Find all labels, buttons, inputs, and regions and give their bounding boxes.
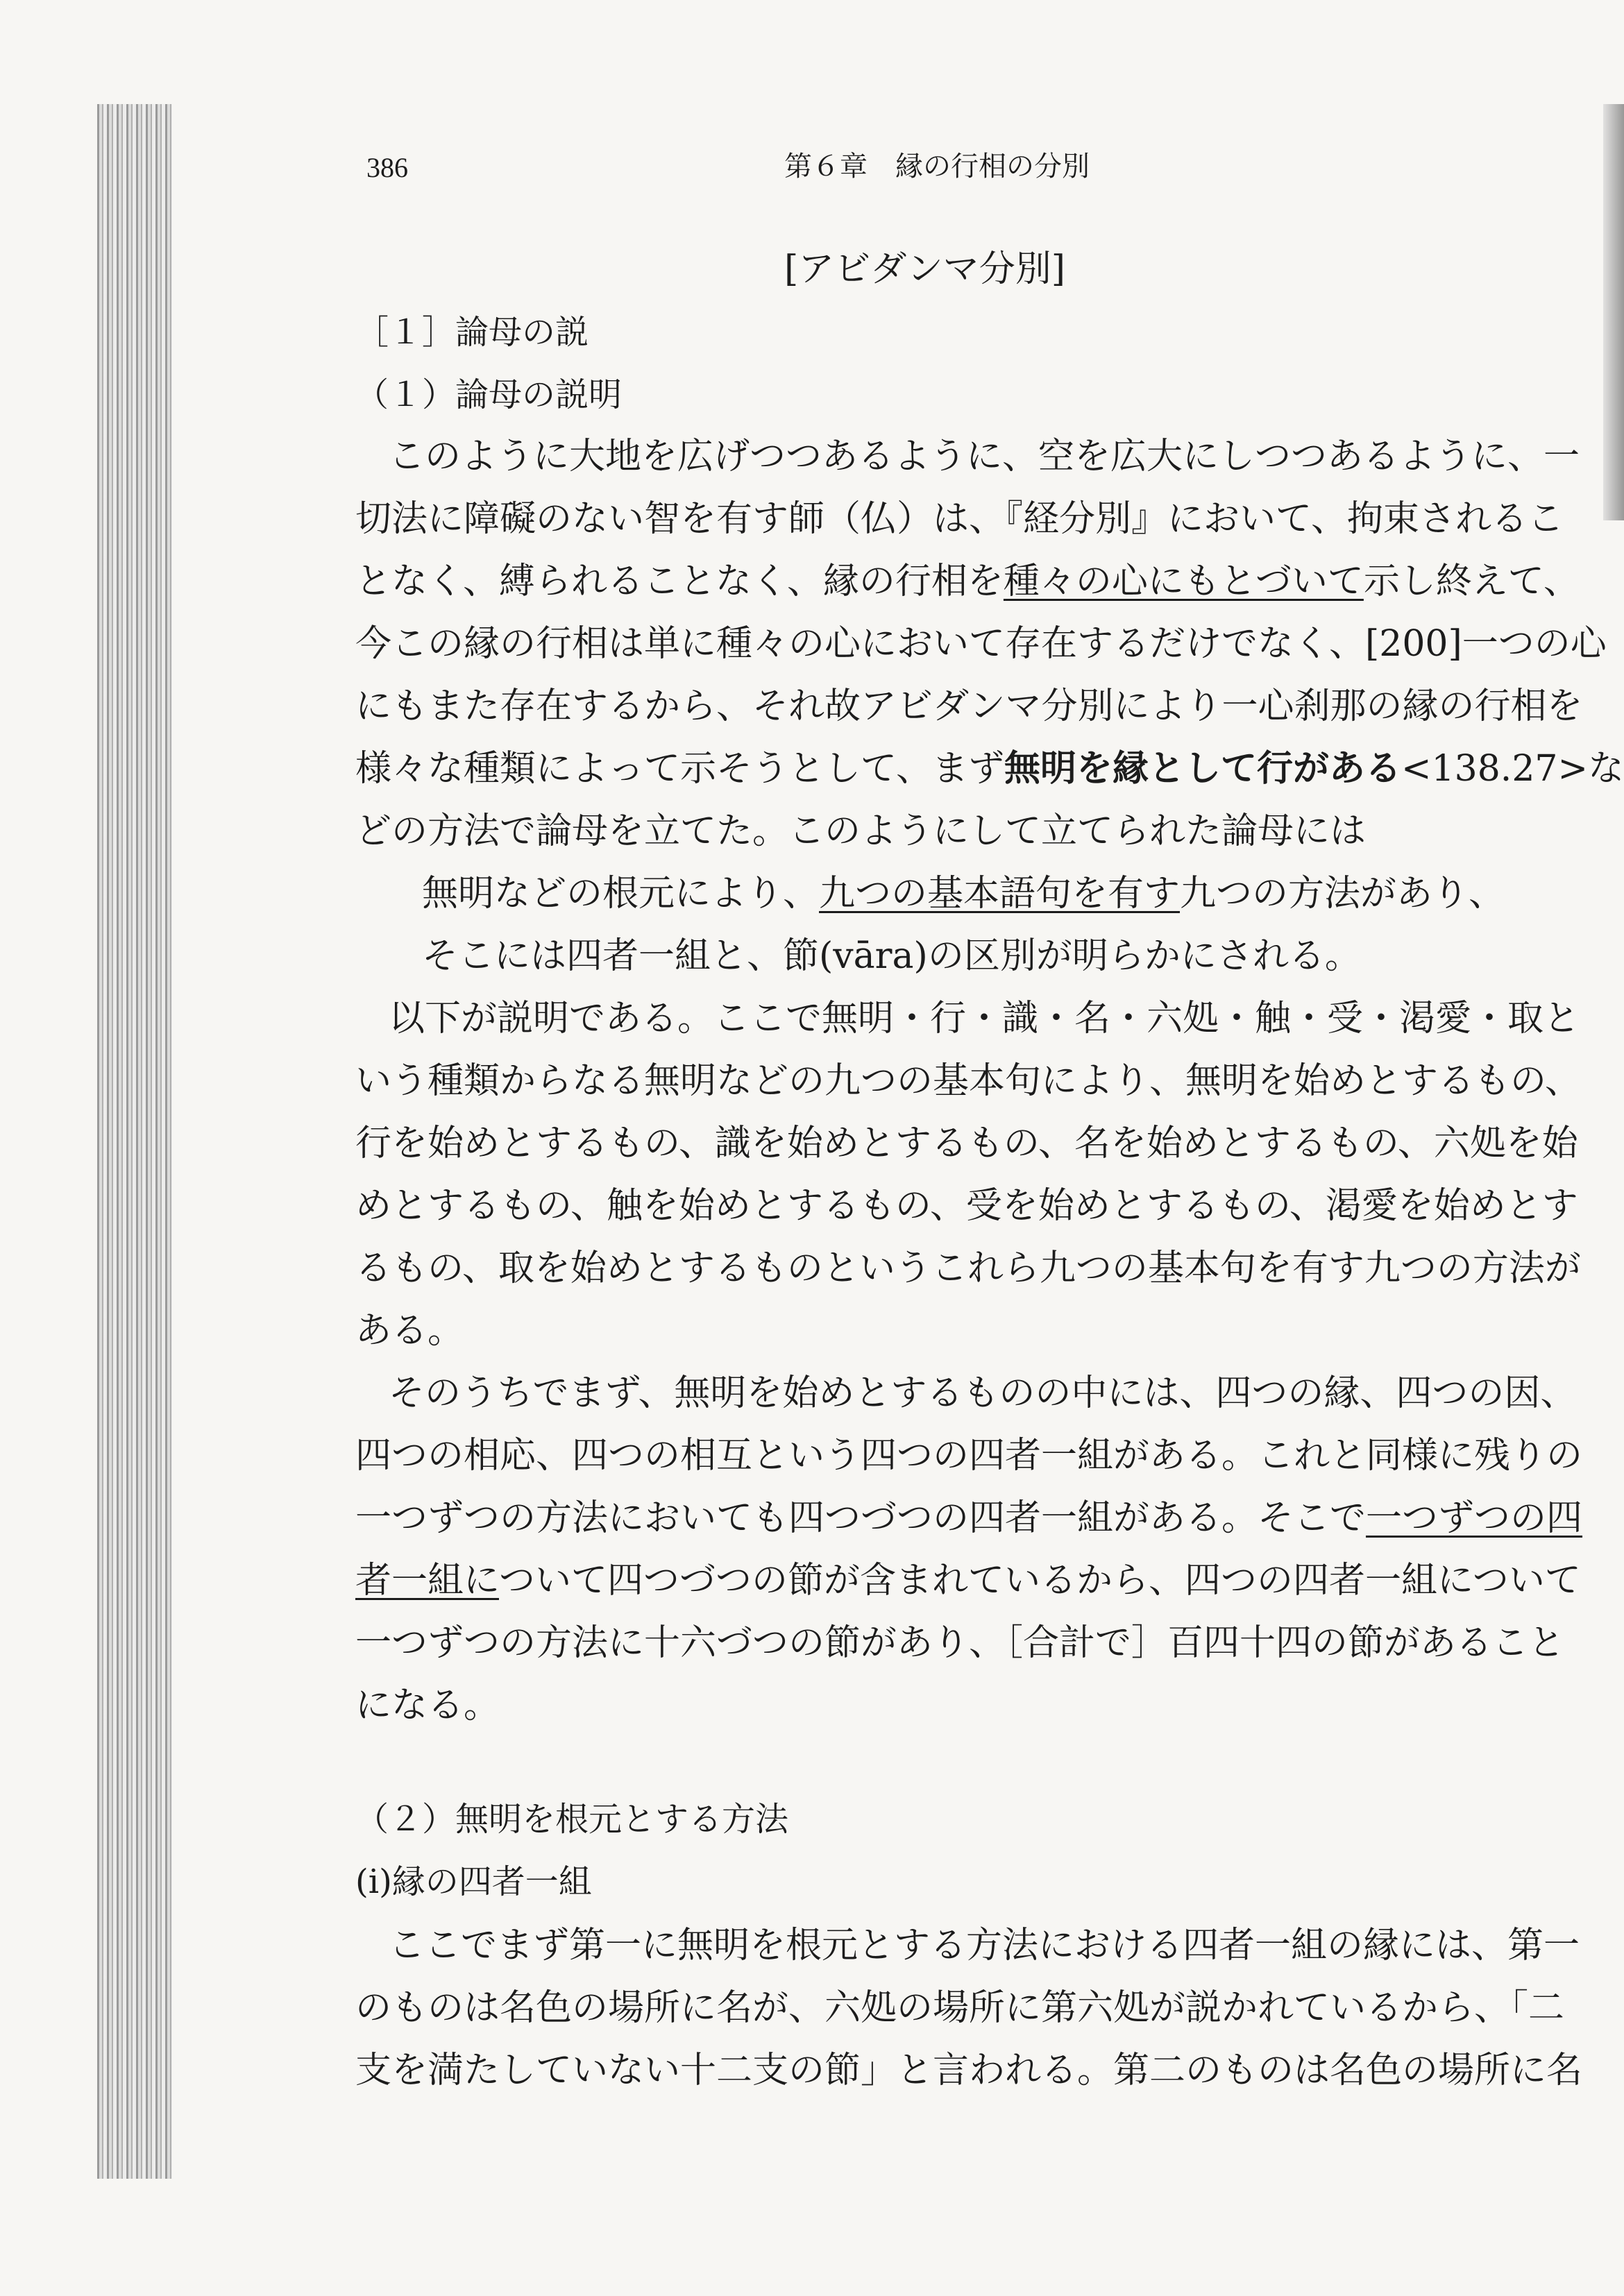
para2-line: 以下が説明である。ここで無明・行・識・名・六処・触・受・渇愛・取と: [389, 998, 1580, 1039]
heading-3: （２）無明を根元とする方法: [355, 1800, 789, 1839]
para1-line: にもまた存在するから、それ故アビダンマ分別により一心刹那の縁の行相を: [355, 686, 1583, 727]
scan-edge-shadow: [1603, 104, 1624, 520]
para1-line: このように大地を広げつつあるように、空を広大にしつつあるように、一: [389, 436, 1580, 477]
heading-1: ［１］論母の説: [355, 313, 589, 352]
para3-line: 一つずつの方法においても四つづつの四者一組がある。そこで一つずつの四: [355, 1497, 1583, 1539]
para3-line: 一つずつの方法に十六づつの節があり、［合計で］百四十四の節があること: [355, 1622, 1565, 1664]
para3-line: 者一組について四つづつの節が含まれているから、四つの四者一組について: [355, 1560, 1581, 1601]
section-title: [アビダンマ分別]: [784, 248, 1066, 290]
para1-line: どの方法で論母を立てた。このようにして立てられた論母には: [355, 810, 1367, 852]
scan-binding-shadow: [97, 104, 172, 2179]
page-number: 386: [366, 152, 408, 183]
underlined-phrase: 者一組に: [355, 1560, 499, 1601]
heading-2: （１）論母の説明: [355, 375, 623, 414]
para1-line: となく、縛られることなく、縁の行相を種々の心にもとづいて示し終えて、: [355, 561, 1580, 602]
para4-line: 支を満たしていない十二支の節」と言われる。第二のものは名色の場所に名: [355, 2050, 1583, 2091]
verse-line: そこには四者一組と、節(vāra)の区別が明らかにされる。: [422, 935, 1361, 977]
para2-line: るもの、取を始めとするものというこれら九つの基本句を有す九つの方法が: [355, 1248, 1581, 1289]
para2-line: ある。: [355, 1310, 464, 1352]
para4-line: のものは名色の場所に名が、六処の場所に第六処が説かれているから、「二: [355, 1987, 1565, 2029]
para2-line: めとするもの、触を始めとするもの、受を始めとするもの、渇愛を始めとす: [355, 1185, 1578, 1227]
underlined-phrase: 種々の心にもとづいて: [1003, 561, 1364, 602]
para4-line: ここでまず第一に無明を根元とする方法における四者一組の縁には、第一: [389, 1925, 1580, 1966]
running-head: 第６章 縁の行相の分別: [784, 151, 1090, 182]
para1-line: 切法に障礙のない智を有す師（仏）は、『経分別』において、拘束されるこ: [355, 498, 1564, 540]
para2-line: 行を始めとするもの、識を始めとするもの、名を始めとするもの、六処を始: [355, 1123, 1578, 1164]
para1-line: 今この縁の行相は単に種々の心において存在するだけでなく、[200]一つの心: [355, 623, 1607, 665]
para3-line: 四つの相応、四つの相互という四つの四者一組がある。これと同様に残りの: [355, 1435, 1583, 1477]
para3-line: そのうちでまず、無明を始めとするものの中には、四つの縁、四つの因、: [389, 1372, 1577, 1414]
bold-phrase: 無明を縁として行がある: [1004, 747, 1401, 790]
para3-line: になる。: [355, 1685, 500, 1726]
para2-line: いう種類からなる無明などの九つの基本句により、無明を始めとするもの、: [355, 1060, 1581, 1102]
underlined-phrase: 一つずつの四: [1366, 1497, 1583, 1539]
verse-line: 無明などの根元により、九つの基本語句を有す九つの方法があり、: [422, 873, 1505, 915]
heading-4: (i)縁の四者一組: [355, 1862, 592, 1901]
para1-line: 様々な種類によって示そうとして、まず無明を縁として行がある<138.27>な: [355, 747, 1624, 790]
underlined-phrase: 九つの基本語句を有す: [819, 873, 1181, 915]
